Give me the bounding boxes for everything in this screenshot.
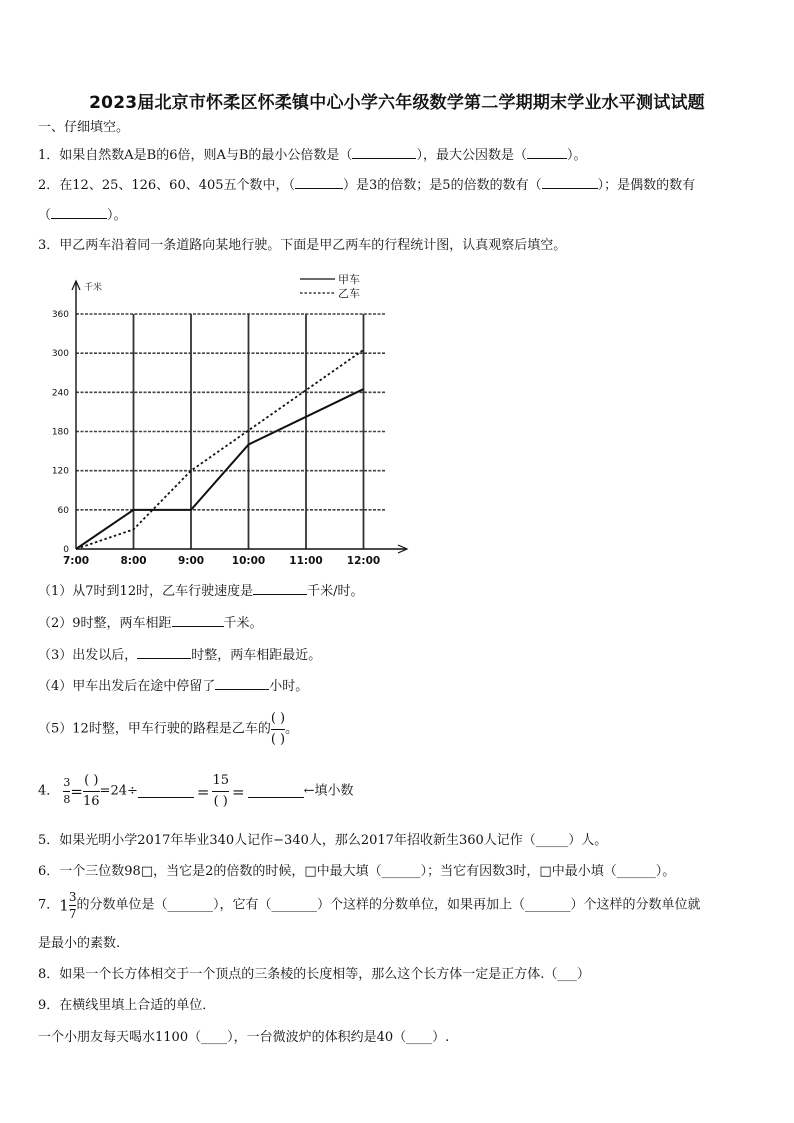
- x-tick-label: 12:00: [346, 555, 381, 567]
- x-tick-label: 7:00: [62, 555, 90, 567]
- sub-question-2: （2）9时整，两车相距 千米。: [38, 616, 263, 631]
- answer-blank[interactable]: [295, 177, 343, 189]
- answer-fraction[interactable]: $\frac{( )}{16}$: [83, 773, 100, 809]
- answer-blank[interactable]: [137, 647, 191, 659]
- fraction-3-8: $\frac{3}{8}$: [63, 776, 71, 806]
- page-title: 2023届北京市怀柔区怀柔镇中心小学六年级数学第二学期期末学业水平测试试题: [89, 93, 705, 113]
- x-tick-label: 11:00: [289, 555, 323, 567]
- answer-fraction[interactable]: $\frac{15}{( )}$: [212, 773, 229, 809]
- legend-label: 乙车: [338, 287, 360, 300]
- y-tick-label: 240: [51, 388, 69, 399]
- sub-question-3: （3）出发以后， 时整，两车相距最近。: [38, 648, 322, 663]
- answer-fraction[interactable]: $\frac{( )}{( )}$: [270, 711, 286, 747]
- question-2-cont: （ ）。: [38, 208, 127, 223]
- answer-blank[interactable]: [248, 786, 304, 798]
- question-5: 5．如果光明小学2017年毕业340人记作−340人，那么2017年招收新生360人记作（_____）人。: [38, 833, 608, 848]
- y-tick-label: 120: [51, 466, 69, 477]
- question-9: 9．在横线里填上合适的单位．: [38, 998, 216, 1013]
- question-6: 6．一个三位数98□，当它是2的倍数的时候，□中最大填（______）；当它有因数3时，□中最小填（______）。: [38, 864, 676, 879]
- answer-blank[interactable]: [215, 678, 269, 690]
- y-tick-label: 360: [51, 310, 69, 320]
- y-tick-label: 180: [51, 427, 69, 438]
- question-9-items: 一个小朋友每天喝水1100（____），一台微波炉的体积约是40（____）.: [38, 1030, 450, 1045]
- question-2: 2．在12、25、126、60、405五个数中，（ ）是3的倍数；是5的倍数的数有（ ）；是偶数的数有: [38, 178, 696, 193]
- answer-blank[interactable]: [51, 207, 107, 219]
- question-3-intro: 3．甲乙两车沿着同一条道路向某地行驶。下面是甲乙两车的行程统计图，认真观察后填空。: [38, 238, 567, 253]
- question-4: 4． $\frac{3}{8}$ = $\frac{( )}{16}$ =24÷ = $\frac{15}{( )}$ = ←填小数: [38, 773, 354, 809]
- y-tick-label: 300: [51, 349, 69, 360]
- legend-label: 甲车: [338, 273, 360, 286]
- answer-blank[interactable]: [542, 177, 598, 189]
- y-tick-label: 0: [63, 545, 69, 555]
- question-7-cont: 是最小的素数.: [38, 936, 121, 951]
- question-7: 7．1 $\frac{3}{7}$ 的分数单位是（_______），它有（_______）个这样的分数单位，如果再加上（_______）个这样的分数单位就: [38, 890, 701, 921]
- answer-blank[interactable]: [172, 615, 224, 627]
- question-1: 1．如果自然数A是B的6倍，则A与B的最小公倍数是（ ），最大公因数是（ ）。: [38, 148, 587, 163]
- x-tick-label: 9:00: [177, 555, 205, 567]
- answer-blank[interactable]: [352, 147, 416, 159]
- y-axis-label: 千米: [84, 283, 103, 293]
- y-tick-label: 60: [57, 505, 69, 516]
- sub-question-4: （4）甲车出发后在途中停留了 小时。: [38, 679, 309, 694]
- sub-question-5: （5）12时整，甲车行驶的路程是乙车的 $\frac{( )}{( )}$ 。: [38, 711, 299, 747]
- fraction-3-7: $\frac{3}{7}$: [68, 890, 77, 921]
- x-tick-label: 10:00: [231, 555, 266, 567]
- answer-blank[interactable]: [138, 786, 194, 798]
- section-heading: 一、仔细填空。: [38, 120, 130, 135]
- x-tick-label: 8:00: [120, 555, 147, 567]
- sub-question-1: （1）从7时到12时，乙车行驶速度是 千米/时。: [38, 584, 364, 599]
- answer-blank[interactable]: [253, 583, 307, 595]
- travel-line-chart: [38, 268, 418, 568]
- question-8: 8．如果一个长方体相交于一个顶点的三条棱的长度相等，那么这个长方体一定是正方体.（___）: [38, 967, 590, 982]
- answer-blank[interactable]: [527, 147, 567, 159]
- series-line-1: [76, 389, 364, 549]
